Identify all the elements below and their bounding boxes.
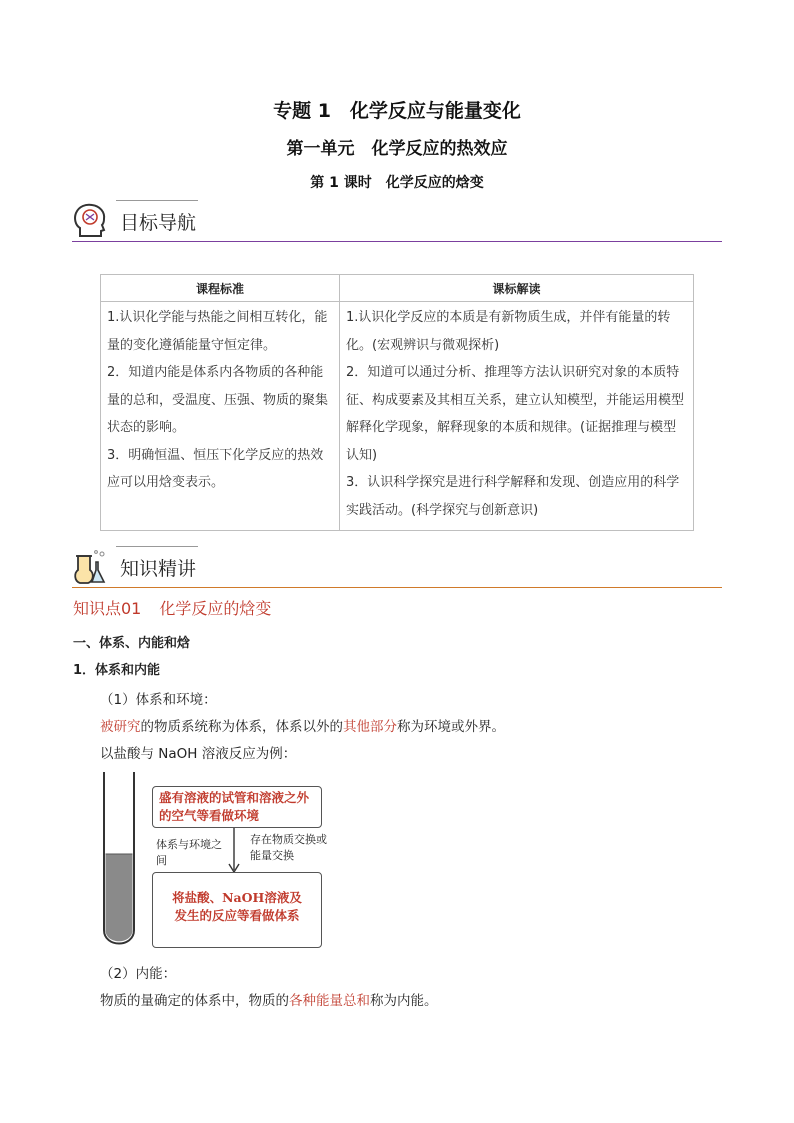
knowledge-point-heading — [73, 596, 271, 619]
standards-table — [100, 274, 694, 531]
body-text: 称为内能。 — [370, 993, 438, 1009]
highlight-text: 被研究 — [100, 719, 141, 735]
section-label-knowledge: 知识精讲 — [120, 558, 197, 580]
knowledge-point-number: 知识点01 — [73, 599, 142, 618]
body-text: 的物质系统称为体系，体系以外的 — [140, 719, 343, 735]
highlight-text: 其他部分 — [343, 719, 397, 735]
heading-level-1: 一、体系、内能和焓 — [73, 636, 191, 651]
body-text: 物质的量确定的体系中，物质的 — [100, 993, 289, 1009]
standard-item: 3．明确恒温、恒压下化学反应的热效应可以用焓变表示。 — [107, 447, 324, 490]
section-header-goals — [72, 198, 722, 242]
interpretation-item: 3．认识科学探究是进行科学解释和发现、创造应用的科学实践活动。(科学探究与创新意识) — [346, 475, 680, 518]
document-title: 专题 1 化学反应与能量变化 — [273, 100, 521, 122]
lesson-title: 第 1 课时 化学反应的焓变 — [310, 175, 484, 191]
highlight-text: 各种能量总和 — [289, 993, 370, 1009]
standard-item: 2．知道内能是体系内各物质的各种能量的总和，受温度、压强、物质的聚集状态的影响。 — [107, 365, 329, 435]
head-brain-icon — [72, 202, 108, 240]
paragraph-system-definition — [100, 715, 505, 735]
environment-box-text: 盛有溶液的试管和溶液之外的空气等看做环境 — [159, 790, 310, 823]
diagram-label-exchange: 存在物质交换或能量交换 — [250, 833, 327, 862]
body-text: 称为环境或外界。 — [397, 719, 505, 735]
system-box — [152, 872, 322, 948]
interpretation-item: 2．知道可以通过分析、推理等方法认识研究对象的本质特征、构成要素及其相互关系，建立认知模型，并能运用模型解释化学现象，解释现象的本质和规律。(证据推理与模型认知) — [346, 365, 685, 463]
paragraph-example: 以盐酸与 NaOH 溶液反应为例： — [100, 746, 297, 762]
standard-item: 1.认识化学能与热能之间相互转化，能量的变化遵循能量守恒定律。 — [107, 310, 328, 353]
knowledge-point-title: 化学反应的焓变 — [159, 599, 272, 618]
subheading-system-environment: （1）体系和环境： — [100, 692, 217, 708]
paragraph-internal-energy — [100, 989, 438, 1009]
unit-title: 第一单元 化学反应的热效应 — [286, 139, 508, 159]
system-environment-diagram — [100, 770, 340, 950]
interpretation-item: 1.认识化学反应的本质是有新物质生成，并伴有能量的转化。(宏观辨识与微观探析) — [346, 310, 671, 353]
heading-level-2: 1．体系和内能 — [73, 663, 161, 678]
table-header: 课标解读 — [340, 275, 694, 302]
section-label-goals: 目标导航 — [120, 212, 197, 234]
section-header-knowledge — [72, 544, 722, 588]
environment-box — [152, 786, 322, 828]
diagram-label-between: 体系与环境之间 — [156, 838, 222, 867]
flask-icon — [72, 548, 110, 586]
table-header: 课程标准 — [101, 275, 340, 302]
table-cell-interpretation — [340, 302, 694, 531]
subheading-internal-energy: （2）内能： — [100, 966, 177, 982]
system-box-text: 将盐酸、NaOH溶液及发生的反应等看做体系 — [172, 890, 302, 923]
table-cell-standards — [101, 302, 340, 531]
